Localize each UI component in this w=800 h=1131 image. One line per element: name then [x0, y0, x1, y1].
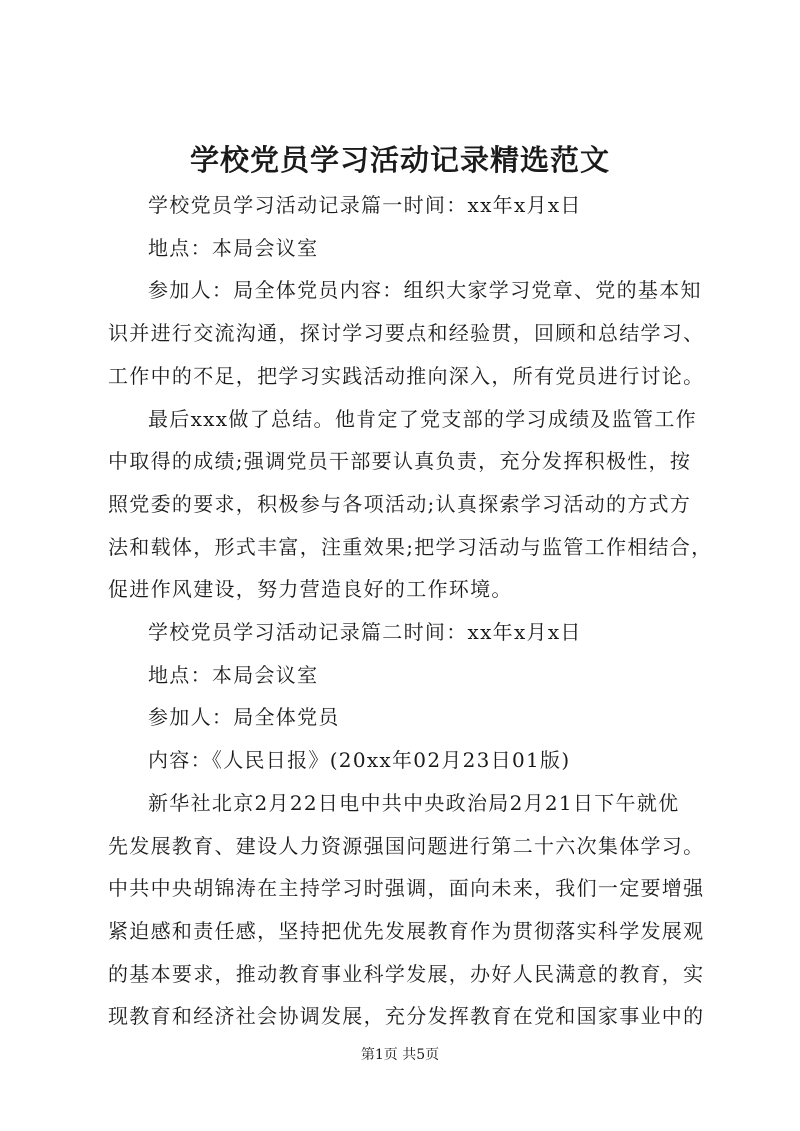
paragraph	[108, 184, 714, 227]
text-line: 内容：《人民日报》(20xx年02月23日01版)	[148, 748, 571, 773]
paragraph	[108, 782, 714, 1038]
text-line: 学校党员学习活动记录篇二时间：xx年x月x日	[148, 620, 582, 645]
text-line: 促进作风建设，努力营造良好的工作环境。	[108, 577, 513, 602]
text-line: 参加人：局全体党员内容：组织大家学习党章、党的基本知	[148, 278, 702, 303]
text-line: 法和载体，形式丰富，注重效果;把学习活动与监管工作相结合，	[108, 534, 713, 559]
paragraph	[108, 398, 714, 612]
text-line: 的基本要求，推动教育事业科学发展，办好人民满意的教育，实	[108, 961, 705, 986]
document-title: 学校党员学习活动记录精选范文	[189, 143, 610, 177]
text-line: 先发展教育、建设人力资源强国问题进行第二十六次集体学习。	[108, 833, 705, 858]
text-line: 地点：本局会议室	[148, 235, 319, 260]
text-line: 紧迫感和责任感，坚持把优先发展教育作为贯彻落实科学发展观	[108, 918, 705, 943]
text-line: 现教育和经济社会协调发展，充分发挥教育在党和国家事业中的	[108, 1004, 705, 1029]
paragraph	[108, 269, 714, 397]
paragraph	[108, 696, 714, 739]
text-line: 照党委的要求，积极参与各项活动;认真探索学习活动的方式方	[108, 491, 692, 516]
paragraph	[108, 227, 714, 270]
text-line: 地点：本局会议室	[148, 662, 319, 687]
text-line: 工作中的不足，把学习实践活动推向深入，所有党员进行讨论。	[108, 363, 705, 388]
text-line: 识并进行交流沟通，探讨学习要点和经验贯，回顾和总结学习、	[108, 321, 705, 346]
paragraph	[108, 739, 714, 782]
paragraph	[108, 654, 714, 697]
text-line: 学校党员学习活动记录篇一时间：xx年x月x日	[148, 193, 582, 217]
text-line: 新华社北京2月22日电中共中央政治局2月21日下午就优	[148, 790, 680, 815]
text-line: 中共中央胡锦涛在主持学习时强调，面向未来，我们一定要增强	[108, 876, 705, 901]
text-line: 中取得的成绩;强调党员干部要认真负责，充分发挥积极性，按	[108, 449, 692, 474]
paragraph	[108, 611, 714, 654]
text-line: 参加人：局全体党员	[148, 705, 340, 730]
page-footer: 第1页 共5页	[360, 1047, 440, 1063]
text-line: 最后xxx做了总结。他肯定了党支部的学习成绩及监管工作	[148, 406, 697, 431]
document-body	[108, 184, 714, 1038]
